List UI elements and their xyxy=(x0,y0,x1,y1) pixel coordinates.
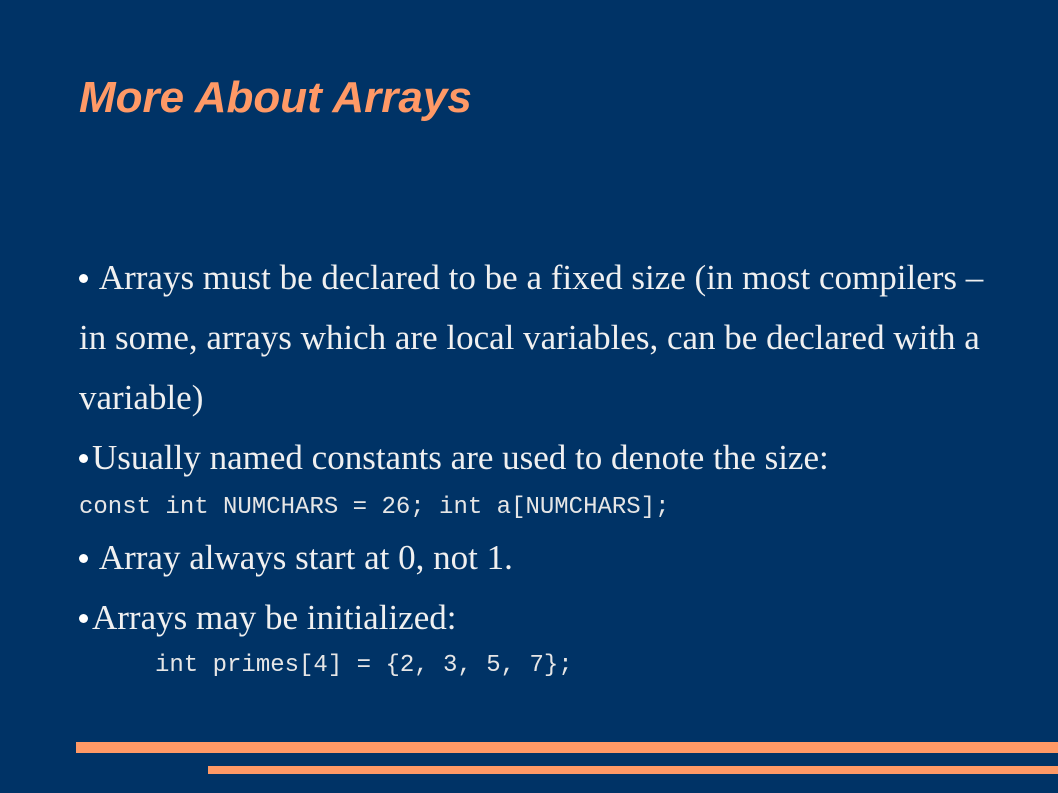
bullet-icon xyxy=(79,454,88,463)
bullet-item-2 xyxy=(79,428,1019,488)
bullet-text: Arrays must be declared to be a fixed size (in most compilers – in some, arrays which are local variables, can be declared with a variable) xyxy=(79,258,984,417)
bullet-item-1 xyxy=(79,248,1019,428)
bullet-item-4 xyxy=(79,588,1019,648)
bullet-text: Arrays may be initialized: xyxy=(92,598,457,637)
accent-bar-bottom xyxy=(208,766,1058,774)
bullet-text: Array always start at 0, not 1. xyxy=(92,538,513,577)
accent-bar-top xyxy=(76,742,1058,753)
slide-content xyxy=(79,248,1019,684)
bullet-icon xyxy=(79,274,88,283)
bullet-item-3 xyxy=(79,528,1019,588)
code-snippet: const int NUMCHARS = 26; int a[NUMCHARS]; xyxy=(79,494,670,521)
bullet-icon xyxy=(79,554,88,563)
bullet-icon xyxy=(79,614,88,623)
code-snippet: int primes[4] = {2, 3, 5, 7}; xyxy=(155,652,573,679)
bullet-text: Usually named constants are used to denote the size: xyxy=(92,438,829,477)
slide-title: More About Arrays xyxy=(79,73,472,122)
